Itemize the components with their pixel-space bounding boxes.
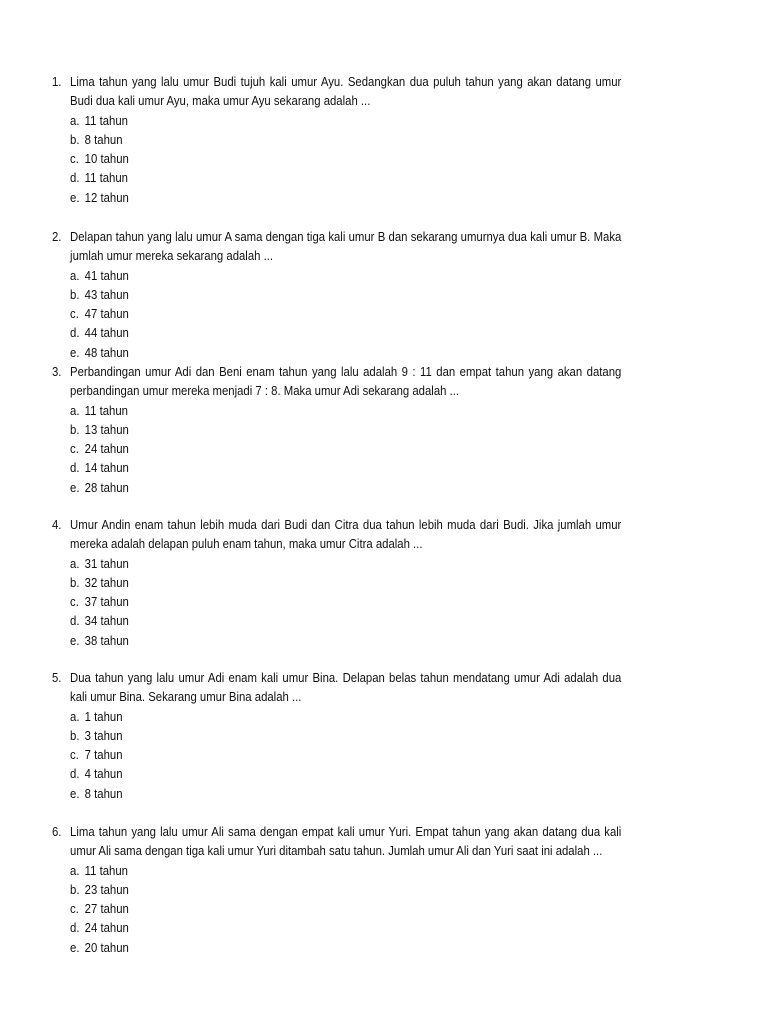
option-text: 1 tahun (84, 708, 123, 724)
option-text: 38 tahun (84, 632, 129, 648)
answer-options (52, 401, 621, 497)
option-text: 37 tahun (84, 594, 129, 610)
question-text: Lima tahun yang lalu umur Ali sama dengan empat kali umur Yuri. Empat tahun yang akan datang dua kali umur Ali sama dengan tiga kali umur Yuri ditambah satu tahun. Jumlah umur Ali dan Yuri saat ini adalah ... (70, 824, 622, 859)
option-letter: c. (70, 151, 79, 167)
option-e (52, 478, 621, 497)
option-text: 11 tahun (84, 862, 128, 878)
question-stem (52, 362, 621, 401)
option-b (52, 285, 621, 304)
option-letter: e. (70, 479, 80, 495)
option-text: 14 tahun (84, 460, 129, 476)
option-text: 48 tahun (84, 344, 129, 360)
option-text: 34 tahun (84, 613, 129, 629)
option-a (52, 707, 621, 726)
option-text: 28 tahun (84, 479, 129, 495)
option-a (52, 861, 621, 880)
option-letter: c. (70, 747, 79, 763)
option-c (52, 592, 621, 611)
question-text: Dua tahun yang lalu umur Adi enam kali umur Bina. Delapan belas tahun mendatang umur Adi adalah dua kali umur Bina. Sekarang umur Bina adalah ... (70, 670, 622, 705)
option-text: 11 tahun (84, 112, 128, 128)
option-e (52, 631, 621, 650)
question-number: 2. (52, 229, 62, 244)
question-4 (52, 515, 621, 650)
answer-options (52, 266, 621, 362)
option-letter: e. (70, 632, 80, 648)
option-letter: c. (70, 901, 79, 917)
option-b (52, 573, 621, 592)
option-b (52, 420, 621, 439)
option-letter: b. (70, 421, 80, 437)
option-d (52, 764, 621, 783)
option-e (52, 784, 621, 803)
option-c (52, 899, 621, 918)
option-e (52, 188, 621, 207)
option-c (52, 745, 621, 764)
option-text: 24 tahun (84, 920, 129, 936)
option-d (52, 168, 621, 187)
option-text: 10 tahun (84, 151, 129, 167)
option-d (52, 323, 621, 342)
option-letter: d. (70, 766, 80, 782)
question-stem (52, 72, 621, 111)
question-3 (52, 362, 621, 497)
option-text: 11 tahun (84, 170, 128, 186)
option-b (52, 726, 621, 745)
option-letter: b. (70, 286, 80, 302)
option-text: 8 tahun (84, 785, 123, 801)
option-c (52, 149, 621, 168)
option-letter: e. (70, 939, 80, 955)
option-e (52, 343, 621, 362)
question-number: 1. (52, 74, 62, 89)
option-letter: d. (70, 460, 80, 476)
option-c (52, 304, 621, 323)
option-letter: e. (70, 189, 80, 205)
option-d (52, 918, 621, 937)
option-letter: b. (70, 131, 80, 147)
option-text: 32 tahun (84, 574, 129, 590)
option-letter: d. (70, 613, 80, 629)
option-e (52, 938, 621, 957)
option-text: 27 tahun (84, 901, 129, 917)
option-a (52, 401, 621, 420)
option-letter: a. (70, 555, 80, 571)
option-d (52, 611, 621, 630)
option-letter: d. (70, 325, 80, 341)
question-text: Umur Andin enam tahun lebih muda dari Budi dan Citra dua tahun lebih muda dari Budi. Jika jumlah umur mereka adalah delapan puluh enam tahun, maka umur Citra adalah ... (70, 517, 622, 552)
option-letter: c. (70, 306, 79, 322)
question-5 (52, 668, 621, 803)
question-stem (52, 668, 621, 707)
question-stem (52, 515, 621, 554)
option-letter: a. (70, 267, 80, 283)
question-number: 4. (52, 517, 62, 532)
option-letter: c. (70, 594, 79, 610)
question-stem (52, 227, 621, 266)
option-text: 44 tahun (84, 325, 129, 341)
option-letter: b. (70, 727, 80, 743)
question-2 (52, 227, 621, 362)
option-text: 31 tahun (84, 555, 129, 571)
option-a (52, 554, 621, 573)
option-text: 20 tahun (84, 939, 129, 955)
option-text: 11 tahun (84, 402, 128, 418)
option-letter: e. (70, 785, 80, 801)
option-letter: a. (70, 112, 80, 128)
option-letter: a. (70, 862, 80, 878)
option-c (52, 439, 621, 458)
option-letter: a. (70, 402, 80, 418)
option-letter: c. (70, 441, 79, 457)
option-b (52, 130, 621, 149)
option-letter: d. (70, 920, 80, 936)
option-text: 8 tahun (84, 131, 123, 147)
option-text: 3 tahun (84, 727, 123, 743)
option-letter: b. (70, 574, 80, 590)
option-text: 13 tahun (84, 421, 129, 437)
option-letter: e. (70, 344, 80, 360)
answer-options (52, 111, 621, 207)
option-text: 7 tahun (84, 747, 123, 763)
question-number: 3. (52, 364, 62, 379)
question-1 (52, 72, 621, 207)
question-text: Perbandingan umur Adi dan Beni enam tahun yang lalu adalah 9 : 11 dan empat tahun yang akan datang perbandingan umur mereka menjadi 7 : 8. Maka umur Adi sekarang adalah ... (70, 364, 622, 399)
option-text: 41 tahun (84, 267, 129, 283)
option-b (52, 880, 621, 899)
question-stem (52, 822, 621, 861)
option-letter: d. (70, 170, 80, 186)
question-text: Delapan tahun yang lalu umur A sama dengan tiga kali umur B dan sekarang umurnya dua kali umur B. Maka jumlah umur mereka sekarang adalah ... (70, 229, 622, 264)
answer-options (52, 554, 621, 650)
option-text: 47 tahun (84, 306, 129, 322)
option-text: 23 tahun (84, 881, 129, 897)
question-number: 5. (52, 670, 62, 685)
option-a (52, 266, 621, 285)
option-text: 12 tahun (84, 189, 129, 205)
question-6 (52, 822, 621, 957)
answer-options (52, 861, 621, 957)
question-text: Lima tahun yang lalu umur Budi tujuh kali umur Ayu. Sedangkan dua puluh tahun yang akan datang umur Budi dua kali umur Ayu, maka umur Ayu sekarang adalah ... (70, 74, 622, 109)
option-text: 24 tahun (84, 441, 129, 457)
option-text: 4 tahun (84, 766, 123, 782)
option-letter: a. (70, 708, 80, 724)
option-letter: b. (70, 881, 80, 897)
option-d (52, 458, 621, 477)
option-a (52, 111, 621, 130)
option-text: 43 tahun (84, 286, 129, 302)
question-number: 6. (52, 824, 62, 839)
answer-options (52, 707, 621, 803)
